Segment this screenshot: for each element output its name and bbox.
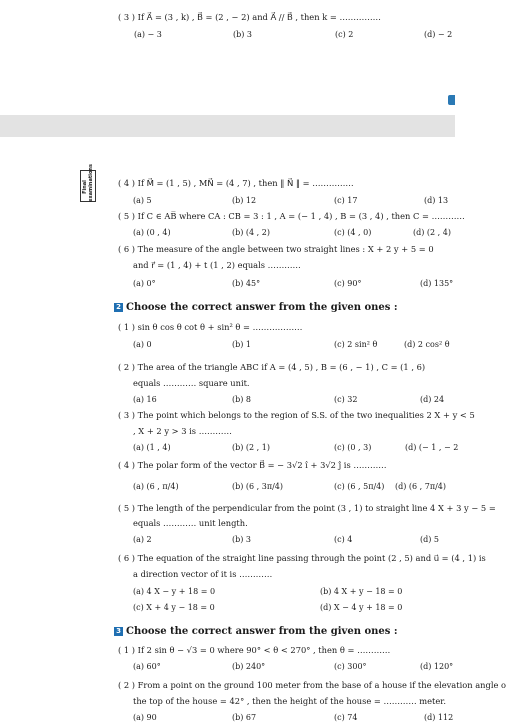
s2-q1-option-b: (b) 1: [232, 340, 251, 349]
s3-q1-option-d: (d) 120°: [420, 662, 454, 671]
q6-option-c: (c) 90°: [334, 279, 362, 288]
question-6: ( 6 ) The measure of the angle between two straight lines : X + 2 y + 5 = 0: [118, 244, 434, 254]
s2-q4-option-b: (b) (6 , 3π/4): [232, 482, 283, 491]
q4-option-d: (d) 13: [424, 196, 449, 205]
q4-option-a: (a) 5: [133, 196, 152, 205]
question-3: ( 3 ) If A⃗ = (3 , k) , B⃗ = (2 , − 2) and A⃗ // B⃗ , then k = ……………: [118, 12, 381, 22]
section-3-heading: [114, 626, 398, 637]
s3-question-2: ( 2 ) From a point on the ground 100 meter from the base of a house if the elevation angle o: [118, 680, 506, 690]
s2-q3-option-a: (a) (1 , 4): [133, 443, 171, 452]
question-6-cont: and r⃗ = (1 , 4) + t (1 , 2) equals …………: [133, 260, 301, 270]
s2-q6-option-c: (c) X + 4 y − 18 = 0: [133, 603, 215, 612]
s2-question-4: ( 4 ) The polar form of the vector B⃗ = − 3√2 î + 3√2 ĵ is …………: [118, 460, 387, 470]
s2-q5-option-a: (a) 2: [133, 535, 152, 544]
q4-option-b: (b) 12: [232, 196, 257, 205]
question-5: ( 5 ) If C ∈ AB̅ where CA : CB = 3 : 1 , A = (− 1 , 4) , B = (3 , 4) , then C = …………: [118, 211, 465, 221]
s3-question-2-cont: the top of the house = 42° , then the height of the house = ………… meter.: [133, 696, 446, 706]
q4-option-c: (c) 17: [334, 196, 358, 205]
q6-option-d: (d) 135°: [420, 279, 454, 288]
s2-q1-option-c: (c) 2 sin² θ: [334, 340, 378, 349]
section-2-number: 2: [114, 303, 123, 312]
section-3-title: Choose the correct answer from the given ones :: [126, 626, 398, 637]
s2-q2-option-c: (c) 32: [334, 395, 358, 404]
s3-q1-option-a: (a) 60°: [133, 662, 161, 671]
s3-q2-option-b: (b) 67: [232, 713, 257, 722]
s2-q6-option-a: (a) 4 X − y + 18 = 0: [133, 587, 216, 596]
s3-q1-option-c: (c) 300°: [334, 662, 367, 671]
s2-question-5: ( 5 ) The length of the perpendicular from the point (3 , 1) to straight line 4 X + 3 y − 5 =: [118, 503, 496, 513]
s2-question-2: ( 2 ) The area of the triangle ABC if A = (4 , 5) , B = (6 , − 1) , C = (1 , 6): [118, 362, 426, 372]
section-2-heading: [114, 302, 398, 313]
q5-option-c: (c) (4 , 0): [334, 228, 372, 237]
option-a: (a) − 3: [134, 30, 162, 39]
s2-question-3: ( 3 ) The point which belongs to the region of S.S. of the two inequalities 2 X + y < 5: [118, 410, 475, 420]
s2-q2-option-a: (a) 16: [133, 395, 157, 404]
q6-option-b: (b) 45°: [232, 279, 261, 288]
final-examinations-tab: Final examinations: [82, 164, 94, 202]
s2-question-3-cont: , X + 2 y > 3 is …………: [133, 426, 232, 436]
s2-q4-option-a: (a) (6 , π/4): [133, 482, 179, 491]
s3-q2-option-a: (a) 90: [133, 713, 157, 722]
s3-question-1: ( 1 ) If 2 sin θ − √3 = 0 where 90° < θ < 270° , then θ = …………: [118, 645, 391, 655]
s2-q4-option-d: (d) (6 , 7π/4): [395, 482, 446, 491]
s2-q1-option-d: (d) 2 cos² θ: [404, 340, 450, 349]
s2-q3-option-c: (c) (0 , 3): [334, 443, 372, 452]
question-4: ( 4 ) If M⃗ = (1 , 5) , MN⃗ = (4 , 7) , then ‖ N⃗ ‖ = ……………: [118, 178, 354, 188]
s2-q3-option-d: (d) (− 1 , − 2: [405, 443, 459, 452]
s3-q2-option-d: (d) 112: [424, 713, 454, 722]
q5-option-d: (d) (2 , 4): [413, 228, 451, 237]
q5-option-a: (a) (0 , 4): [133, 228, 171, 237]
s2-question-1: ( 1 ) sin θ cos θ cot θ + sin² θ = ………………: [118, 322, 303, 332]
previous-page: [0, 0, 455, 115]
q6-option-a: (a) 0°: [133, 279, 156, 288]
s2-q2-option-d: (d) 24: [420, 395, 445, 404]
s2-q5-option-c: (c) 4: [334, 535, 353, 544]
s2-q1-option-a: (a) 0: [133, 340, 152, 349]
page-gap: [0, 115, 455, 137]
s2-question-6-cont: a direction vector of it is …………: [133, 569, 273, 579]
option-c: (c) 2: [335, 30, 354, 39]
s2-q4-option-c: (c) (6 , 5π/4): [334, 482, 385, 491]
section-2-title: Choose the correct answer from the given ones :: [126, 302, 398, 313]
s3-q2-option-c: (c) 74: [334, 713, 358, 722]
s2-question-2-cont: equals ………… square unit.: [133, 378, 250, 388]
s2-q5-option-b: (b) 3: [232, 535, 251, 544]
q5-option-b: (b) (4 , 2): [232, 228, 270, 237]
s2-question-6: ( 6 ) The equation of the straight line passing through the point (2 , 5) and u⃗ = (4 , 1) is: [118, 553, 486, 563]
section-3-number: 3: [114, 627, 123, 636]
s2-q3-option-b: (b) (2 , 1): [232, 443, 270, 452]
page-edge-tab: [448, 95, 455, 105]
s3-q1-option-b: (b) 240°: [232, 662, 266, 671]
s2-q6-option-b: (b) 4 X + y − 18 = 0: [320, 587, 403, 596]
s2-question-5-cont: equals ………… unit length.: [133, 518, 248, 528]
s2-q2-option-b: (b) 8: [232, 395, 251, 404]
s2-q6-option-d: (d) X − 4 y + 18 = 0: [320, 603, 403, 612]
option-b: (b) 3: [233, 30, 252, 39]
option-d: (d) − 2: [424, 30, 453, 39]
s2-q5-option-d: (d) 5: [420, 535, 439, 544]
